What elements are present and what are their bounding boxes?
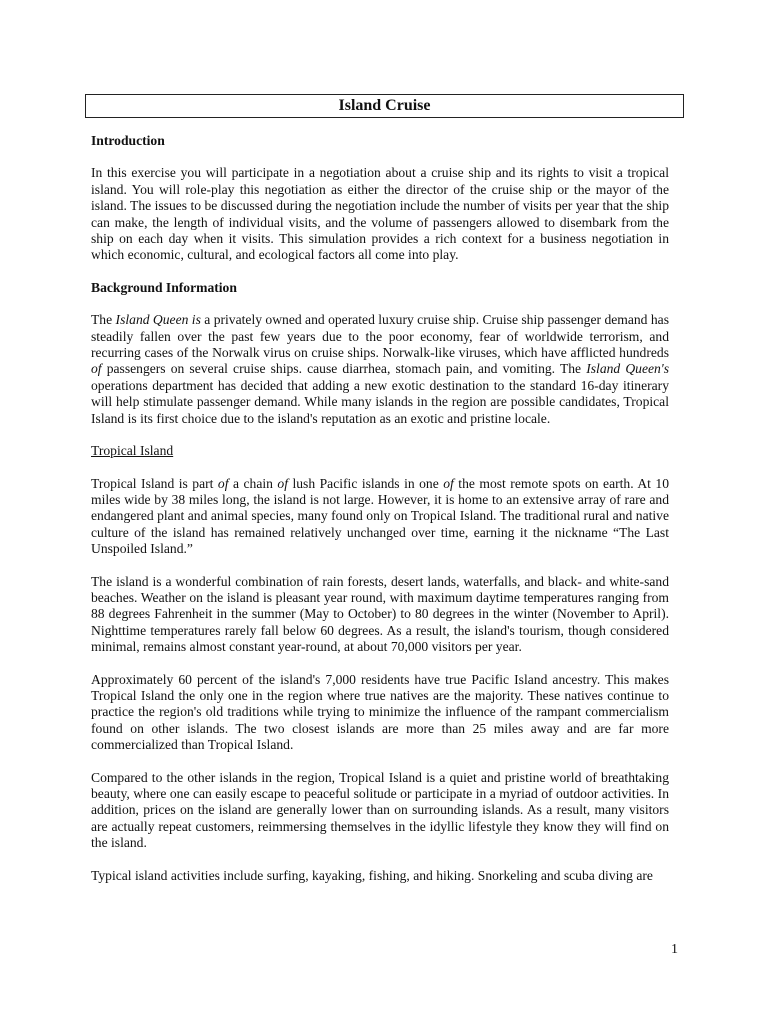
background-heading: Background Information: [91, 279, 237, 295]
page-number: 1: [671, 942, 678, 957]
tropical-island-paragraph-3: Approximately 60 percent of the island's 7,000 residents have true Pacific Island ancestry. This makes Tropical Island the only one in the region where true natives are the majority. These natives continue to practice the region's old traditions while trying to minimize the influence of the rampant commercialism found on other islands. The two closest islands are more than 25 miles away and are far more commercialized than Tropical Island.: [91, 671, 669, 753]
ship-name: Island Queen's: [586, 361, 670, 377]
document-title: Island Cruise: [85, 94, 684, 118]
tropical-island-paragraph-2: The island is a wonderful combination of rain forests, desert lands, waterfalls, and black- and white-sand beaches. Weather on the island is pleasant year round, with maximum daytime temperatures ranging from 88 degrees Fahrenheit in the summer (May to October) to 80 degrees in the winter (November to April). Nighttime temperatures rarely fall below 60 degrees. As a result, the island's tourism, though considered minimal, remains almost constant year-round, at about 70,000 visitors per year.: [91, 573, 669, 655]
tropical-island-paragraph-5: Typical island activities include surfing, kayaking, fishing, and hiking. Snorkeling and scuba diving are: [91, 867, 653, 883]
introduction-heading: Introduction: [91, 133, 165, 148]
document-body: [91, 133, 669, 884]
tropical-island-paragraph-4: Compared to the other islands in the region, Tropical Island is a quiet and pristine world of breathtaking beauty, where one can easily escape to peaceful solitude or participate in a myriad of outdoor activities. In addition, prices on the island are generally lower than on surrounding islands. As a result, many visitors are actually repeat customers, reimmersing themselves in the idyllic lifestyle they know they will find on the island.: [91, 769, 669, 851]
ship-name: Island Queen is: [115, 312, 201, 328]
tropical-island-heading: Tropical Island: [91, 443, 174, 459]
introduction-paragraph: In this exercise you will participate in a negotiation about a cruise ship and its rights to visit a tropical island. You will role-play this negotiation as either the director of the cruise ship or the mayor of the island. The issues to be discussed during the negotiation include the number of visits per year that the ship can make, the length of individual visits, and the volume of passengers allowed to disembark from the ship on each day when it visits. This simulation provides a rich context for a business negotiation in which economic, cultural, and ecological factors all come into play.: [91, 165, 669, 263]
tropical-island-paragraph-1: Tropical Island is part of a chain of lush Pacific islands in one of the most remote spots on earth. At 10 miles wide by 38 miles long, the island is not large. However, it is home to an extensive array of rare and endangered plant and animal species, many found only on Tropical Island. The traditional rural and native culture of the island has remained relatively unchanged over time, earning it the nickname “The Last Unspoiled Island.”: [91, 475, 669, 557]
background-paragraph: The Island Queen is a privately owned and operated luxury cruise ship. Cruise ship passenger demand has steadily fallen over the past few years due to the poor economy, fear of worldwide terrorism, and recurring cases of the Norwalk virus on cruise ships. Norwalk-like viruses, which have afflicted hundreds of passengers on several cruise ships. cause diarrhea, stomach pain, and vomiting. The Island Queen's operations department has decided that adding a new exotic destination to the standard 16-day itinerary will help stimulate passenger demand. While many islands in the region are possible candidates, Tropical Island is its first choice due to the island's reputation as an exotic and pristine locale.: [91, 312, 670, 426]
